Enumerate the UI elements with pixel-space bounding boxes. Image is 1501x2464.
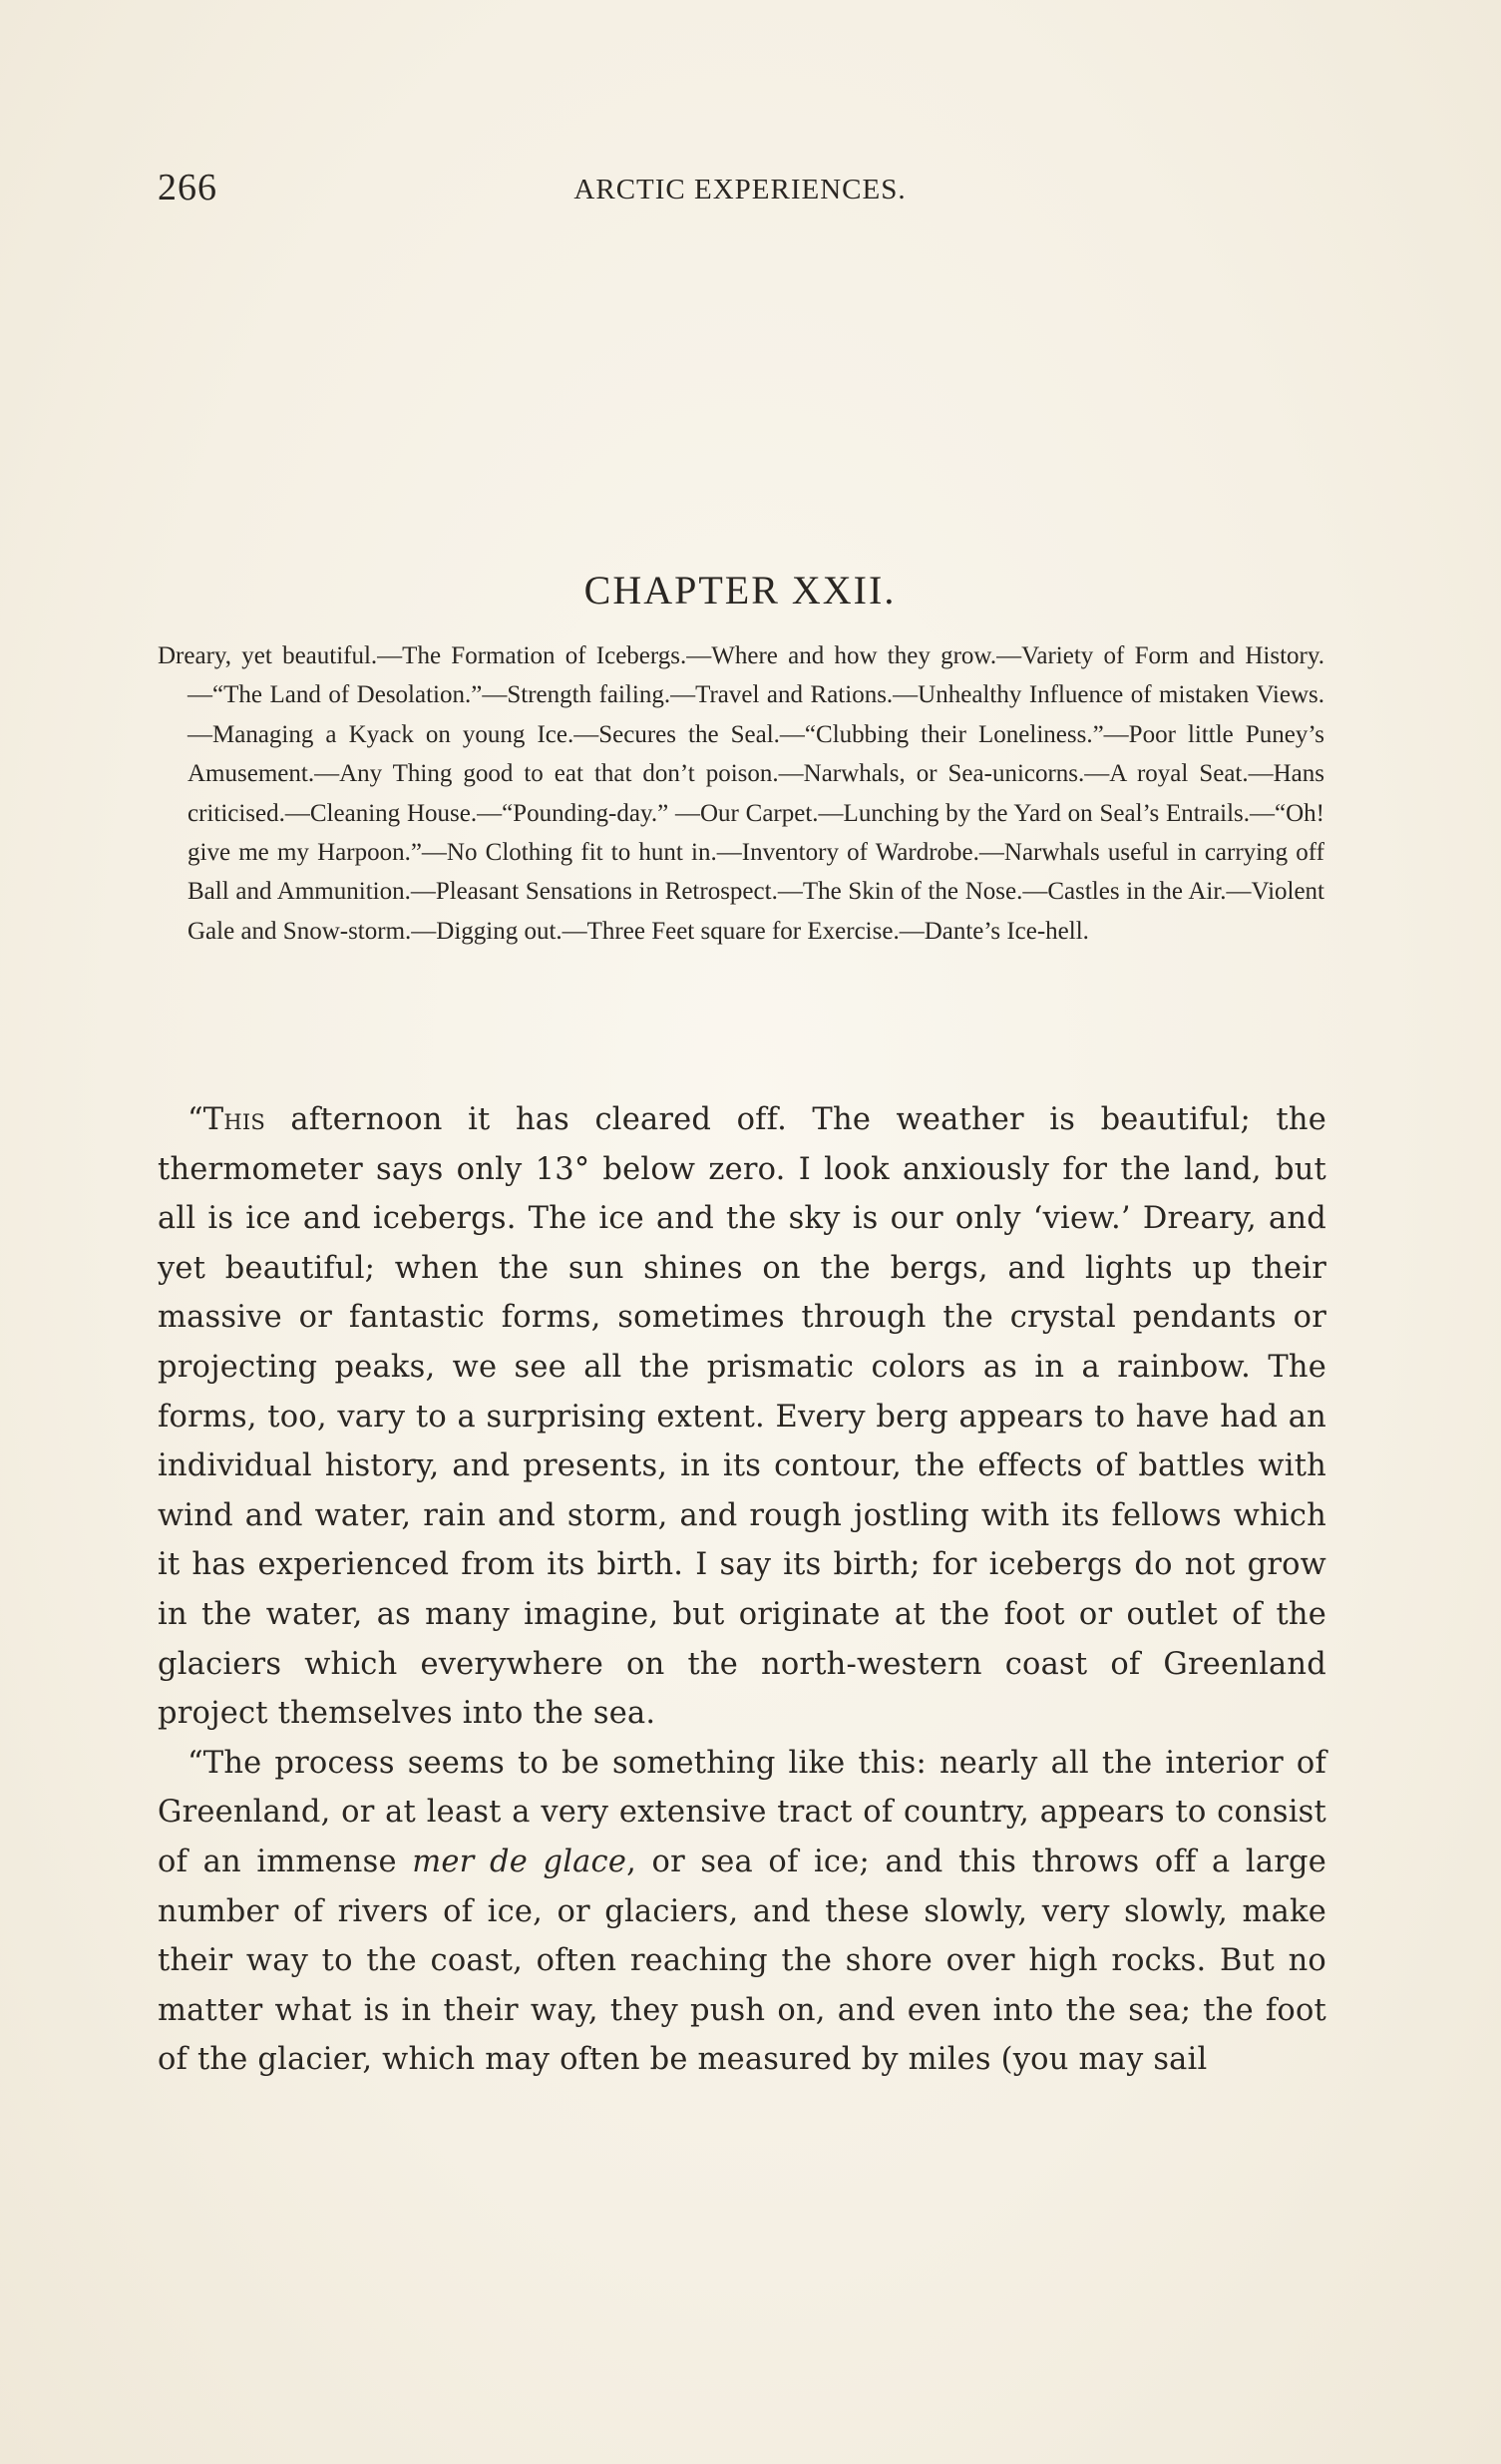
body-text bbox=[158, 1095, 1326, 2085]
paragraph-1-open-quote: “ bbox=[188, 1102, 203, 1137]
chapter-synopsis bbox=[158, 636, 1324, 951]
chapter-title: CHAPTER XXII. bbox=[583, 568, 897, 613]
paragraph-1-text: afternoon it has cleared off. The weather is beautiful; the thermometer says only 13° below zero. I look anxiously for the land, but all is ice and icebergs. The ice and the sky is our only ‘view.’ Dreary, and yet beautiful; when the sun shines on the bergs, and lights up their massive or fantastic forms, sometimes through the crystal pendants or projecting peaks, we see all the prismatic colors as in a rainbow. The forms, too, vary to a surprising extent. Every berg appears to have had an individual history, and presents, in its contour, the effects of battles with wind and water, rain and storm, and rough jostling with its fellows which it has experienced from its birth. I say its birth; for icebergs do not grow in the water, as many imagine, but originate at the foot or outlet of the glaciers which everywhere on the north-western coast of Greenland project themselves into the sea. bbox=[158, 1102, 1326, 1732]
paragraph-2-italic-phrase: mer de glace bbox=[412, 1844, 627, 1879]
running-title: ARCTIC EXPERIENCES. bbox=[573, 174, 907, 205]
page-number: 266 bbox=[158, 167, 217, 208]
paragraph-1-lead-word: This bbox=[202, 1102, 265, 1137]
paragraph-2 bbox=[158, 1739, 1326, 2085]
synopsis-text: Dreary, yet beautiful.—The Formation of Icebergs.—Where and how they grow.—Variety of Form and History.—“The Land of Desolation.”—Strength failing.—Travel and Rations.—Unhealthy Influence of mistaken Views.—Managing a Kyack on young Ice.—Secures the Seal.—“Clubbing their Loneliness.”—Poor little Puney’s Amusement.—Any Thing good to eat that don’t poison.—Narwhals, or Sea-unicorns.—A royal Seat.—Hans criticised.—Cleaning House.—“Pounding-day.” —Our Carpet.—Lunching by the Yard on Seal’s Entrails.—“Oh! give me my Harpoon.”—No Clothing fit to hunt in.—Inventory of Wardrobe.—Narwhals useful in carrying off Ball and Ammunition.—Pleasant Sensations in Retrospect.—The Skin of the Nose.—Castles in the Air.—Violent Gale and Snow-storm.—Digging out.—Three Feet square for Exercise.—Dante’s Ice-hell. bbox=[158, 642, 1324, 945]
paragraph-2-text-start: “The process seems to be something like this: nearly all the interior of Greenland, or at least a very extensive tract of country, appears to consist of an immense bbox=[158, 1745, 1326, 1879]
running-head bbox=[158, 166, 1322, 225]
paragraph-1 bbox=[158, 1095, 1326, 1739]
paragraph-2-text-end: , or sea of ice; and this throws off a large number of rivers of ice, or glaciers, and these slowly, very slowly, make their way to the coast, often reaching the shore over high rocks. But no matter what is in their way, they push on, and even into the sea; the foot of the glacier, which may often be measured by miles (you may sail bbox=[158, 1844, 1327, 2078]
